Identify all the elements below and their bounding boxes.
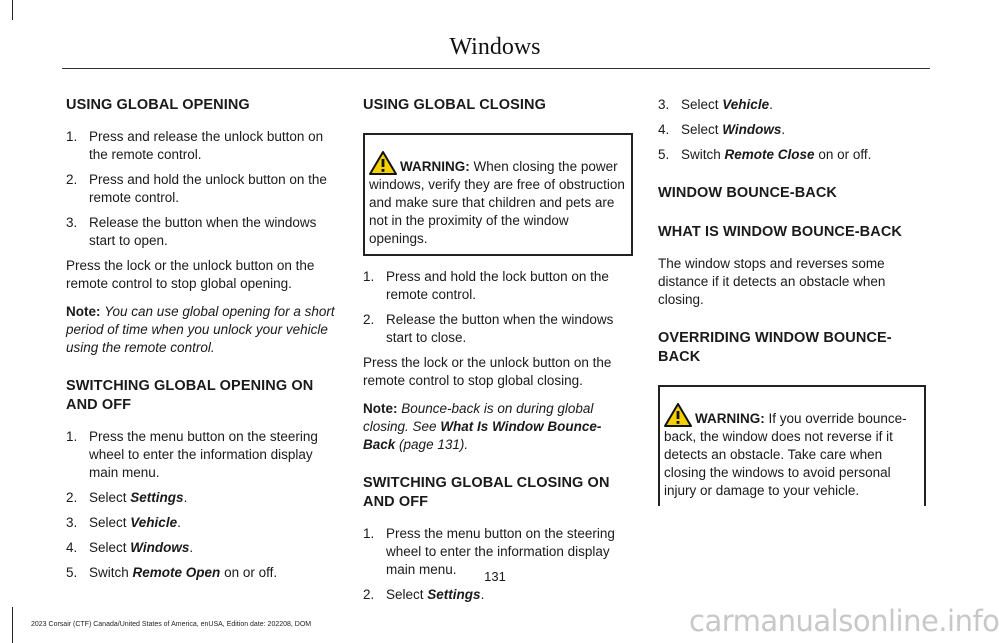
step-number: 5.: [658, 147, 670, 162]
column-1: [66, 96, 338, 589]
warning-triangle-icon: [369, 151, 397, 175]
note-label: Note:: [66, 304, 101, 319]
warning-text: When closing the power windows, verify they are free of obstruction and make sure that children and pets are not in the proximity of the window openings.: [369, 159, 625, 246]
step-number: 4.: [658, 122, 670, 137]
warning-box: [363, 133, 633, 256]
step-number: 2.: [363, 312, 375, 327]
menu-reference: Vehicle: [722, 97, 770, 112]
step-text: Switch: [89, 565, 129, 580]
step-number: 1.: [363, 526, 375, 541]
section-heading: SWITCHING GLOBAL CLOSING ON AND OFF: [363, 475, 610, 510]
crop-mark-bottom: [0, 607, 13, 643]
step-text: on or off.: [224, 565, 278, 580]
section-heading: USING GLOBAL CLOSING: [363, 97, 546, 113]
note-label: Note:: [363, 401, 398, 416]
footer-edition: 2023 Corsair (CTF) Canada/United States of America, enUSA, Edition date: 202208, DOM: [31, 621, 312, 628]
step-number: 2.: [66, 172, 78, 187]
step-text: Press the menu button on the steering wheel to enter the information display main menu.: [89, 429, 318, 480]
step-text: Press and hold the lock button on the remote control.: [386, 269, 609, 302]
step-number: 2.: [363, 587, 375, 602]
step-number: 3.: [66, 515, 78, 530]
menu-reference: Remote Open: [132, 565, 221, 580]
menu-reference: Remote Close: [724, 147, 815, 162]
section-heading: WHAT IS WINDOW BOUNCE-BACK: [658, 224, 902, 240]
list-item: [66, 428, 338, 482]
column-3: [658, 96, 926, 518]
list-item: 4. Select Windows.: [658, 122, 786, 137]
list-item: 2. Select Settings.: [363, 587, 485, 602]
menu-reference: Vehicle: [130, 515, 178, 530]
step-text: Select: [89, 540, 127, 555]
section-heading: USING GLOBAL OPENING: [66, 97, 250, 113]
step-text: Select: [89, 490, 127, 505]
step-number: 1.: [66, 429, 78, 444]
crop-mark-top: [0, 0, 13, 20]
list-item: [658, 146, 926, 164]
section-heading: SWITCHING GLOBAL OPENING ON AND OFF: [66, 378, 314, 413]
warning-label: WARNING:: [400, 159, 470, 174]
paragraph: The window stops and reverses some distance if it detects an obstacle when closing.: [658, 256, 886, 307]
list-item: 4. Select Windows.: [66, 540, 194, 555]
list-item: [66, 128, 338, 164]
list-item: 3. Select Vehicle.: [66, 515, 181, 530]
column-2: [363, 96, 633, 611]
step-text: Press and hold the unlock button on the remote control.: [89, 172, 327, 205]
note: [66, 303, 338, 357]
header-divider: [62, 68, 930, 69]
list-item: 2. Select Settings.: [66, 490, 188, 505]
menu-reference: Windows: [130, 540, 190, 555]
watermark: carmanualsonline.info: [689, 604, 999, 638]
step-list: [66, 128, 338, 250]
menu-reference: Settings: [427, 587, 481, 602]
warning-triangle-icon: [664, 403, 692, 427]
warning-box: [658, 385, 926, 506]
step-number: 2.: [66, 490, 78, 505]
step-text: Release the button when the windows start to close.: [386, 312, 614, 345]
page-title: Windows: [449, 34, 541, 60]
warning-text: If you override bounce-back, the window does not reverse if it detects an obstacle. Take care when closing the windows to avoid personal injury or damage to your vehicle.: [664, 411, 907, 498]
note: [363, 400, 633, 454]
step-text: Select: [681, 122, 719, 137]
step-number: 1.: [363, 269, 375, 284]
step-list: [66, 428, 338, 582]
section-heading: OVERRIDING WINDOW BOUNCE-BACK: [658, 330, 892, 365]
menu-reference: Settings: [130, 490, 184, 505]
step-text: Press and release the unlock button on the remote control.: [89, 129, 324, 162]
list-item: [363, 311, 633, 347]
cross-reference-link[interactable]: What Is Window Bounce-Back: [363, 419, 602, 452]
page-number: 131: [484, 569, 506, 584]
step-text: Switch: [681, 147, 721, 162]
menu-reference: Windows: [722, 122, 782, 137]
paragraph: Press the lock or the unlock button on the remote control to stop global opening.: [66, 258, 315, 291]
paragraph: Press the lock or the unlock button on the remote control to stop global closing.: [363, 355, 612, 388]
list-item: [363, 268, 633, 304]
step-number: 3.: [66, 215, 78, 230]
step-number: 4.: [66, 540, 78, 555]
step-number: 1.: [66, 129, 78, 144]
step-list: [658, 96, 926, 164]
step-list: [363, 525, 633, 604]
warning-label: WARNING:: [695, 411, 765, 426]
step-text: Press the menu button on the steering wheel to enter the information display main menu.: [386, 526, 615, 577]
step-list: [363, 268, 633, 347]
step-text: on or off.: [818, 147, 872, 162]
step-text: Release the button when the windows start to open.: [89, 215, 317, 248]
section-heading: WINDOW BOUNCE-BACK: [658, 185, 838, 201]
step-number: 3.: [658, 97, 670, 112]
note-text: Bounce-back is on during global closing. See: [363, 401, 594, 434]
step-number: 5.: [66, 565, 78, 580]
list-item: 3. Select Vehicle.: [658, 97, 773, 112]
step-text: Select: [386, 587, 424, 602]
list-item: [66, 214, 338, 250]
note-text: You can use global opening for a short period of time when you unlock your vehicle using the remote control.: [66, 304, 335, 355]
step-text: Select: [681, 97, 719, 112]
step-text: Select: [89, 515, 127, 530]
list-item: [66, 171, 338, 207]
page-reference: (page 131).: [399, 437, 469, 452]
